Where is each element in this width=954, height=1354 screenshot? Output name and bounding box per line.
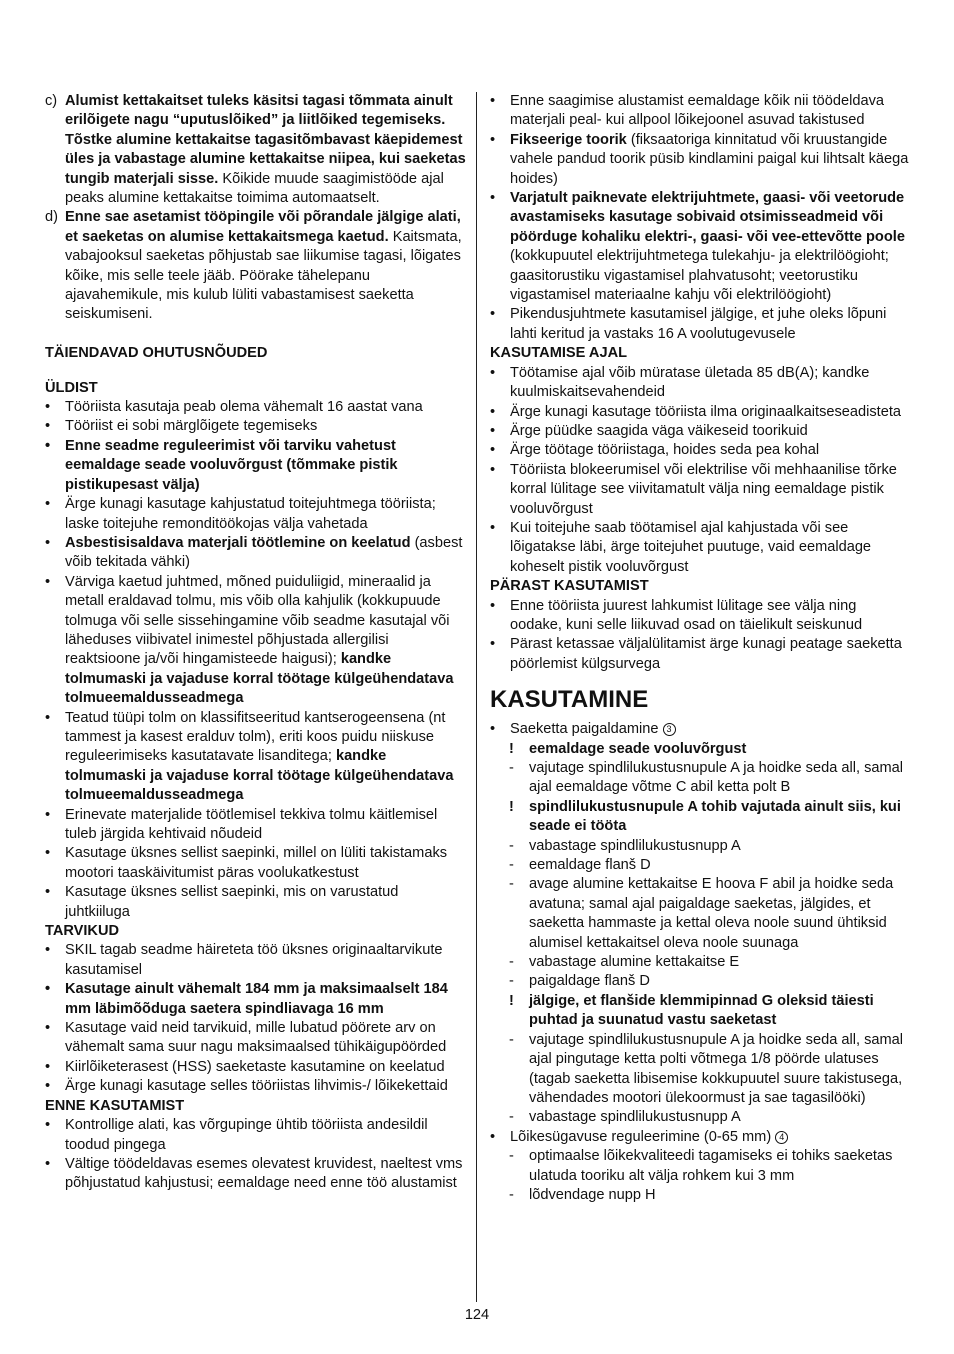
bullet: • (490, 403, 496, 420)
step-item (490, 759, 912, 798)
list-marker: d) (45, 209, 58, 226)
item-text: eemaldage flanš D (529, 857, 651, 874)
item-text: Kasutage vaid neid tarvikuid, mille lubatud pöörete arv on vähemalt sama suur nagu maksimaalsed tühikäigupöörded (65, 1020, 447, 1056)
list-item (490, 131, 912, 189)
item-text: jälgige, et flanšide klemmipinnad G oleksid täiesti puhtad ja suunatud vastu saeketast (529, 992, 874, 1029)
left-column (45, 92, 467, 1194)
step-item (490, 1147, 912, 1186)
bullet: • (490, 93, 496, 109)
bullet: • (45, 534, 51, 551)
bullet: • (45, 399, 51, 416)
item-text: (kokkupuutel elektrijuhtmetega tulekahju- ja elektrilöögioht; gaasitorustiku vigastamisel plahvatusoht; veetorustiku vigastamisel materiaalne kahju või elektrilöögioht) (510, 248, 889, 304)
item-c-bold: Alumist kettakaitset tuleks käsitsi tagasi tõmmata ainult erilõigete nagu “uputuslõiked” ja liitlõiked tegemiseks. Tõstke alumine kettakaitse tagasitõmbavast käepidemest üles ja vabastage alumine kettakaitse niipea, kui saeketas tungib materjali sisse. (65, 93, 466, 187)
bullet: • (490, 597, 496, 614)
item-text: Lõikesügavuse reguleerimine (0-65 mm) (510, 1128, 772, 1145)
warning-item (490, 740, 912, 759)
list-item (45, 398, 467, 417)
item-text: Vältige töödeldavas esemes olevatest kruvidest, naeltest vms põhjustatud kahjustusi; eemaldage need enne töö alustamist (65, 1155, 463, 1192)
warning-mark: ! (509, 798, 514, 815)
dash: - (509, 1186, 514, 1203)
bullet: • (45, 418, 51, 435)
bullet: • (490, 422, 496, 439)
dash: - (509, 973, 514, 990)
item-text: spindlilukustusnupule A tohib vajutada ainult siis, kui seade ei tööta (529, 798, 901, 835)
item-text: Erinevate materjalide töötlemisel tekkiva tolmu käitlemisel tuleb järgida kehtivaid nõudeid (65, 806, 438, 843)
dash: - (509, 760, 514, 776)
list-item-c (45, 92, 467, 208)
list-item (490, 635, 912, 674)
list-item (45, 883, 467, 922)
item-text: Ärge töötage tööriistaga, hoides seda pea kohal (510, 442, 820, 459)
bullet: • (490, 190, 496, 207)
bullet: • (45, 573, 51, 590)
item-text: Ärge püüdke saagida väga väikeseid toorikuid (510, 422, 808, 439)
list-item (45, 709, 467, 806)
right-column (490, 92, 912, 1205)
item-bold: Fikseerige toorik (510, 131, 627, 148)
bullet: • (45, 1117, 51, 1134)
bullet: • (490, 442, 496, 459)
step-item (490, 972, 912, 991)
list-item (490, 364, 912, 403)
item-text: Tööriista kasutaja peab olema vähemalt 16 aastat vana (65, 399, 423, 416)
item-text: vajutage spindlilukustusnupule A ja hoidke seda all, samal ajal eemaldage võtme C abil ketta polt B (529, 760, 904, 796)
heading-uldist: ÜLDIST (45, 379, 98, 396)
item-text: Töötamise ajal võib müratase ületada 85 dB(A); kandke kuulmiskaitsevahendeid (510, 364, 870, 401)
dash: - (509, 876, 514, 893)
item-text: Kasutage ainult vähemalt 184 mm ja maksimaalselt 184 mm läbimõõduga saetera spindliavaga 16 mm (65, 981, 448, 1017)
figure-ref-4: 4 (775, 1131, 788, 1144)
list-item (45, 1116, 467, 1155)
warning-item (490, 992, 912, 1031)
item-text: Enne saagimise alustamist eemaldage kõik nii töödeldava materjali peal- kui allpool lõikejoonel asuvad takistused (510, 93, 884, 129)
list-item (490, 305, 912, 344)
item-text: vabastage spindlilukustusnupp A (529, 1109, 741, 1126)
kasutamine-title: KASUTAMINE (490, 686, 649, 714)
item-text: Kiirlõiketerasest (HSS) saeketaste kasutamine on keelatud (65, 1058, 445, 1075)
item-d-text: Kaitsmata, vabajooksul saeketas põhjustab sae liikumise tagasi, lõigates kõike, mis selle teele jääb. Pöörake tähelepanu ajavahemikule, mis kulub lüliti vabastamisest saeketta seiskumiseni. (65, 228, 462, 323)
item-text: SKIL tagab seadme häireteta töö üksnes originaaltarvikute kasutamisel (65, 942, 443, 978)
item-text: paigaldage flanš D (529, 973, 650, 990)
list-item (490, 519, 912, 577)
list-item (490, 422, 912, 441)
item-text: Kasutage üksnes sellist saepinki, millel on lüliti takistamaks mootori taaskäivitumist päras voolukatkestust (65, 845, 448, 881)
dash: - (509, 857, 514, 874)
list-marker: c) (45, 93, 58, 109)
bullet: • (45, 942, 51, 959)
item-text: vajutage spindlilukustusnupule A ja hoidke seda all, samal ajal pingutage ketta polti võtmega 1/8 pöörde ulatuses (tagab saeketta libisemise kokkupuutel suure takistusega, vähendades mootori ülekoormust ja sae tagasilööki) (529, 1031, 904, 1106)
heading-enne-kasutamist: ENNE KASUTAMIST (45, 1097, 185, 1114)
step-item (490, 1031, 912, 1109)
dash: - (509, 1109, 514, 1126)
item-text: avage alumine kettakaitse E hoova F abil ja hoidke seda avatuna; samal ajal paigaldage saeketas, jälgides, et saeketta hammaste ja kettal oleva noole suund ühtiksid alumisel kettakaitsel oleva noole suunaga (529, 876, 894, 951)
step-item (490, 837, 912, 856)
dash: - (509, 837, 514, 854)
item-text: Enne tööriista juurest lahkumist lülitage see välja ning oodake, kuni selle liikuvad osad on täielikult seiskunud (510, 597, 863, 633)
heading-kasutamise-ajal: KASUTAMISE AJAL (490, 345, 628, 362)
step-item (490, 856, 912, 875)
list-item (490, 597, 912, 636)
item-text: vabastage alumine kettakaitse E (529, 954, 740, 971)
item-text: lõdvendage nupp H (529, 1186, 656, 1203)
bullet: • (45, 437, 51, 454)
list-item (490, 441, 912, 460)
warning-mark: ! (509, 740, 514, 757)
item-text: Teatud tüüpi tolm on klassifitseeritud kantserogeensena (nt tammest ja kasest eralduv tolm), eriti koos puidu niiskuse reguleerimiseks kasutatavate lisanditega; (65, 709, 446, 765)
column-divider (476, 92, 477, 1302)
item-text: Tööriista blokeerumisel või elektrilise või mehhaanilise tõrke korral lülitage see viivitamatult välja ning eemaldage pistik vooluvõrgust (510, 461, 897, 517)
item-text: (asbest võib tekitada vähki) (65, 534, 463, 571)
item-text: Tööriist ei sobi märglõigete tegemiseks (65, 418, 318, 435)
item-text: eemaldage seade vooluvõrgust (529, 740, 747, 757)
list-item (45, 1019, 467, 1058)
bullet: • (490, 131, 496, 148)
step-item (490, 953, 912, 972)
item-text: Ärge kunagi kasutage tööriista ilma originaalkaitseseadisteta (510, 403, 902, 420)
list-item (45, 534, 467, 573)
list-item (490, 189, 912, 305)
bullet: • (490, 721, 496, 738)
item-bold: Varjatult paiknevate elektrijuhtmete, gaasi- või veetorude avastamiseks kasutage sobivaid otsimisseadmeid või pöörduge kohaliku elektri-, gaasi- või vee-ettevõtte poole (510, 190, 905, 245)
list-item (45, 1155, 467, 1194)
item-text: Pärast ketassae väljalülitamist ärge kunagi peatage saeketta pöörlemist külgsurvega (510, 636, 902, 672)
section-title: TÄIENDAVAD OHUTUSNÕUDED (45, 345, 268, 362)
list-item (490, 92, 912, 131)
step-item (490, 1108, 912, 1127)
list-item (45, 941, 467, 980)
dash: - (509, 1148, 514, 1165)
list-item (490, 1128, 912, 1147)
bullet: • (45, 496, 51, 513)
heading-parast-kasutamist: PÄRAST KASUTAMIST (490, 578, 649, 595)
list-item (45, 1077, 467, 1096)
list-item (490, 720, 912, 739)
bullet: • (45, 1058, 51, 1075)
list-item (45, 417, 467, 436)
bullet: • (490, 306, 496, 323)
item-d-bold: Enne sae asetamist tööpingile või põrandale jälgige alati, et saeketas on alumise kettakaitsmega kaetud. (65, 209, 461, 245)
list-item (45, 1058, 467, 1077)
page-number: 124 (464, 1307, 490, 1323)
bullet: • (45, 1020, 51, 1037)
bullet: • (490, 636, 496, 653)
item-text: Saeketta paigaldamine (510, 721, 659, 738)
list-item (45, 806, 467, 845)
warning-item (490, 798, 912, 837)
dash: - (509, 1031, 514, 1048)
item-text: Ärge kunagi kasutage selles tööriistas lihvimis-/ lõikekettaid (65, 1078, 448, 1095)
item-c-text: Kõikide muude saagimistööde ajal peaks alumine kettakaitse toimima automaatselt. (65, 170, 444, 207)
item-bold: kandke tolmumaski ja vajaduse korral töötage külgeühendatava tolmueemaldusseadmega (65, 651, 454, 707)
bullet: • (45, 884, 51, 901)
bullet: • (45, 981, 51, 998)
item-text: Kasutage üksnes sellist saepinki, mis on varustatud juhtkiiluga (65, 884, 399, 920)
list-item (45, 573, 467, 709)
step-item (490, 1186, 912, 1205)
list-item (45, 844, 467, 883)
bullet: • (45, 1155, 51, 1172)
list-item (45, 980, 467, 1019)
bullet: • (45, 1078, 51, 1095)
list-item (45, 437, 467, 495)
list-item (490, 461, 912, 519)
item-text: Ärge kunagi kasutage kahjustatud toitejuhtmega tööriista; laske toitejuhe remonditöökojas välja vahetada (65, 496, 436, 532)
bullet: • (490, 1128, 496, 1145)
bullet: • (490, 519, 496, 536)
bullet: • (490, 364, 496, 381)
list-item (490, 403, 912, 422)
heading-tarvikud: TARVIKUD (45, 923, 120, 940)
item-text: optimaalse lõikekvaliteedi tagamiseks ei tohiks saeketas ulatuda tooriku alt välja rohkem kui 3 mm (529, 1148, 893, 1184)
bullet: • (45, 709, 51, 726)
item-text: Pikendusjuhtmete kasutamisel jälgige, et juhe oleks lõpuni lahti keritud ja vastaks 16 A voolutugevusele (510, 306, 887, 342)
item-bold: kandke tolmumaski ja vajaduse korral töötage külgeühendatava tolmueemaldusseadmega (65, 748, 454, 804)
item-bold: Asbestisisaldava materjali töötlemine on keelatud (65, 534, 411, 551)
bullet: • (45, 806, 51, 823)
step-item (490, 875, 912, 953)
item-text: Enne seadme reguleerimist või tarviku vahetust eemaldage seade vooluvõrgust (tõmmake pistik pistikupesast välja) (65, 437, 398, 493)
item-text: Kui toitejuhe saab töötamisel ajal kahjustada või see lõigatakse läbi, ärge toitejuhet puutuge, vaid eemaldage koheselt pistik vooluvõrgust (510, 519, 872, 575)
list-item-d (45, 208, 467, 324)
dash: - (509, 954, 514, 971)
warning-mark: ! (509, 992, 514, 1009)
item-text: vabastage spindlilukustusnupp A (529, 837, 741, 854)
list-item (45, 495, 467, 534)
item-text: Värviga kaetud juhtmed, mõned puiduliigid, mineraalid ja metall eraldavad tolmu, mis võib olla kahjulik (kokkupuude tolmuga või selle sissehingamine võib seadme kasutajal või läheduses viibivatel inimestel põhjustada allergilisi reaktsioone ja/või hingamisteede haigusi); (65, 573, 450, 668)
figure-ref-3: 3 (663, 723, 676, 736)
item-text: Kontrollige alati, kas võrgupinge ühtib tööriista andesildil toodud pingega (65, 1117, 428, 1153)
item-text: (fiksaatoriga kinnitatud või kruustangide vahele pandud toorik püsib kindlamini paigal kui lihtsalt käega hoides) (510, 131, 909, 187)
bullet: • (490, 461, 496, 478)
bullet: • (45, 845, 51, 862)
